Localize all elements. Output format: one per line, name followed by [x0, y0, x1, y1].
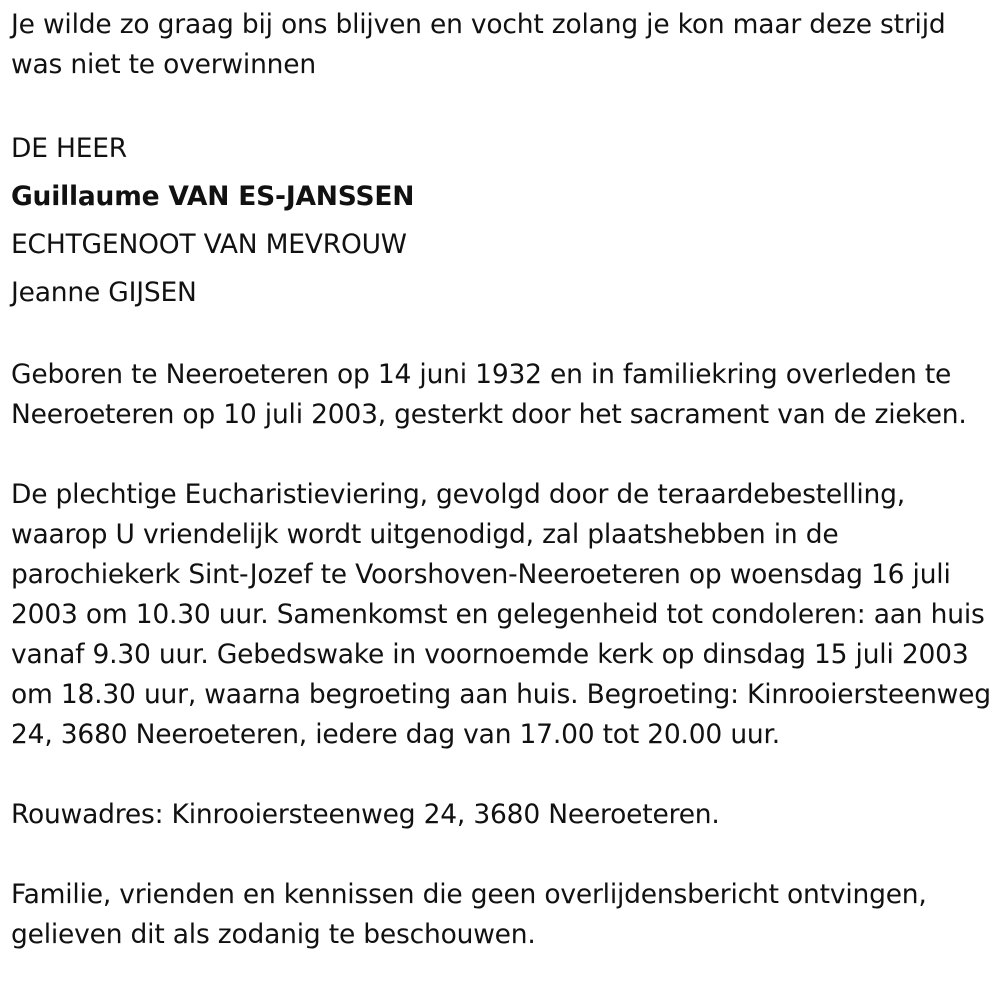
- intro-text: Je wilde zo graag bij ons blijven en vocht zolang je kon maar deze strijd was niet te overwinnen: [11, 9, 946, 80]
- birth-death-paragraph: Geboren te Neeroeteren op 14 juni 1932 en in familiekring overleden te Neeroeteren op 10 juli 2003, gesterkt door het sacrament van de zieken.: [11, 359, 967, 430]
- honorific-title: DE HEER: [11, 133, 127, 164]
- obituary-notice: [11, 0, 991, 955]
- closing-paragraph: Familie, vrienden en kennissen die geen overlijdensbericht ontvingen, gelieven dit als zodanig te beschouwen.: [11, 879, 927, 950]
- mourning-address: Rouwadres: Kinrooiersteenweg 24, 3680 Neeroeteren.: [11, 799, 720, 830]
- spouse-name: Jeanne GIJSEN: [11, 277, 197, 308]
- ceremony-paragraph: De plechtige Eucharistieviering, gevolgd door de teraardebestelling, waarop U vriendelijk wordt uitgenodigd, zal plaatshebben in de parochiekerk Sint-Jozef te Voorshoven-Neeroeteren op woensdag 16 juli 2003 om 10.30 uur. Samenkomst en gelegenheid tot condoleren: aan huis vanaf 9.30 uur. Gebedswake in voornoemde kerk op dinsdag 15 juli 2003 om 18.30 uur, waarna begroeting aan huis. Begroeting: Kinrooiersteenweg 24, 3680 Neeroeteren, iedere dag van 17.00 tot 20.00 uur.: [11, 479, 991, 750]
- spouse-label: ECHTGENOOT VAN MEVROUW: [11, 229, 407, 260]
- deceased-name: Guillaume VAN ES-JANSSEN: [11, 181, 415, 212]
